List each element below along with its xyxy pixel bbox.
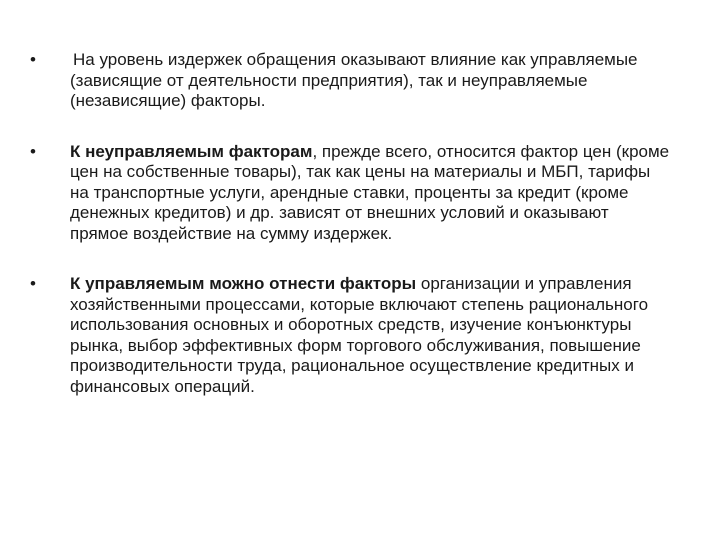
bullet-text: , прежде всего, относится фактор цен (кроме цен на собственные товары), так как цены на материалы и МБП, тарифы на транспортные услуги, арендные ставки, проценты за кредит (кроме денежных кредитов) и др. зависят от внешних условий и оказывают прямое воздействие на сумму издержек. (70, 141, 670, 243)
bullet-lead: К управляемым можно отнести факторы (70, 274, 417, 293)
bullet-item-1 (30, 50, 670, 112)
bullet-dot: • (30, 141, 36, 161)
bullet-text: На уровень издержек обращения оказывают влияние как управляемые (зависящие от деятельности предприятия), так и неуправляемые (независящие) факторы. (70, 50, 638, 110)
bullet-dot: • (30, 274, 36, 293)
bullet-text: организации и управления хозяйственными процессами, которые включают степень рационального использования основных и оборотных средств, изучение конъюнктуры рынка, выбор эффективных форм торгового обслуживания, повышение производительности труда, рациональное осуществление кредитных и финансовых операций. (70, 274, 649, 396)
bullet-list (30, 50, 670, 425)
bullet-lead: К неуправляемым факторам (70, 141, 313, 161)
bullet-item-2 (30, 142, 670, 245)
bullet-dot: • (30, 50, 36, 69)
bullet-item-3 (30, 274, 670, 397)
